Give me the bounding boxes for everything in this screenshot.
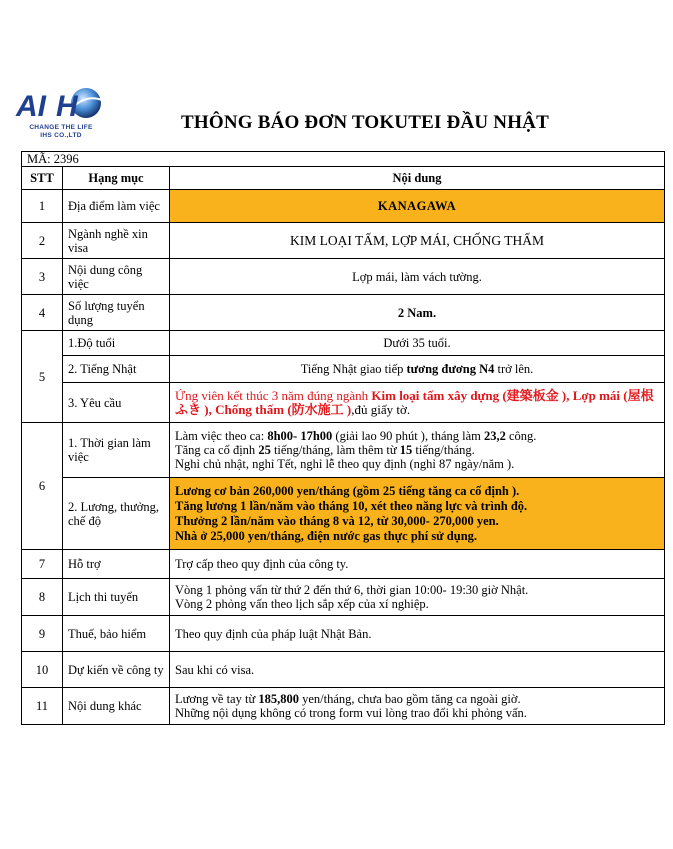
row-category: Hỗ trợ	[63, 550, 170, 579]
logo-tagline: CHANGE THE LIFE	[29, 124, 93, 131]
table-row	[22, 688, 665, 725]
interview-round-2: Vòng 2 phỏng vấn theo lịch sắp xếp của xí nghiệp.	[175, 597, 429, 611]
table-row	[22, 295, 665, 331]
japanese-value	[170, 356, 665, 383]
start-date-value: Sau khi có visa.	[170, 652, 665, 688]
shift-line: Làm việc theo ca: 8h00- 17h00 (giải lao 90 phút ), tháng làm 23,2 công.	[175, 429, 537, 443]
row-category: Địa điểm làm việc	[63, 190, 170, 223]
raise-line: Tăng lương 1 lần/năm vào tháng 10, xét theo năng lực và trình độ.	[175, 498, 528, 513]
interview-round-1: Vòng 1 phỏng vấn từ thứ 2 đến thứ 6, thời gian 10:00- 19:30 giờ Nhật.	[175, 583, 529, 597]
support-value: Trợ cấp theo quy định của công ty.	[170, 550, 665, 579]
logo-company-name: IHS CO.,LTD	[40, 132, 82, 139]
table-row	[22, 223, 665, 259]
row-category: Nội dung khác	[63, 688, 170, 725]
page-title: THÔNG BÁO ĐƠN TOKUTEI ĐẦU NHẬT	[181, 112, 549, 133]
net-salary-line: Lương về tay từ 185,800 yen/tháng, chưa bao gồm tăng ca ngoài giờ.	[175, 692, 521, 706]
work-time-label: 1. Thời gian làm việc	[63, 423, 170, 478]
row-number: 9	[22, 616, 63, 652]
row-number: 7	[22, 550, 63, 579]
svg-text:AI: AI	[16, 90, 46, 123]
job-code: MÃ: 2396	[22, 152, 665, 167]
table-row	[22, 190, 665, 223]
salary-label: 2. Lương, thưởng, chế độ	[63, 478, 170, 550]
bonus-line: Thưởng 2 lần/năm vào tháng 8 và 12, từ 30,000- 270,000 yen.	[175, 513, 499, 528]
row-number: 5	[22, 331, 63, 423]
japanese-text-end: trở lên.	[494, 362, 534, 376]
header-category: Hạng mục	[63, 167, 170, 190]
svg-text:H: H	[56, 90, 78, 123]
row-category: Ngành nghề xin visa	[63, 223, 170, 259]
row-number: 1	[22, 190, 63, 223]
table-row	[22, 259, 665, 295]
row-number: 3	[22, 259, 63, 295]
row-number: 8	[22, 579, 63, 616]
other-info	[170, 688, 665, 725]
table-row	[22, 550, 665, 579]
table-row	[22, 383, 665, 423]
row-number: 10	[22, 652, 63, 688]
table-row	[22, 579, 665, 616]
job-info-table	[21, 151, 665, 725]
overtime-line: Tăng ca cố định 25 tiếng/tháng, làm thêm từ 15 tiếng/tháng.	[175, 443, 475, 457]
housing-line: Nhà ở 25,000 yen/tháng, điện nước gas thực phí sử dụng.	[175, 528, 478, 543]
table-row	[22, 478, 665, 550]
work-time-value	[170, 423, 665, 478]
job-description: Lợp mái, làm vách tường.	[170, 259, 665, 295]
code-row	[22, 152, 665, 167]
row-category: Thuế, bảo hiểm	[63, 616, 170, 652]
table-row	[22, 331, 665, 356]
table-row	[22, 616, 665, 652]
salary-value	[170, 478, 665, 550]
row-number: 6	[22, 423, 63, 550]
row-category: Số lượng tuyển dụng	[63, 295, 170, 331]
age-label: 1.Độ tuổi	[63, 331, 170, 356]
japanese-level: tương đương N4	[406, 362, 495, 376]
headcount: 2 Nam.	[170, 295, 665, 331]
table-row	[22, 423, 665, 478]
work-location: KANAGAWA	[170, 190, 665, 223]
japanese-text: Tiếng Nhật giao tiếp	[300, 362, 407, 376]
base-salary-line: Lương cơ bản 260,000 yen/tháng (gồm 25 tiếng tăng ca cố định ).	[175, 483, 520, 498]
header-stt: STT	[22, 167, 63, 190]
row-number: 11	[22, 688, 63, 725]
japanese-label: 2. Tiếng Nhật	[63, 356, 170, 383]
row-category: Lịch thi tuyển	[63, 579, 170, 616]
requirement-value	[170, 383, 665, 423]
table-row	[22, 356, 665, 383]
row-number: 4	[22, 295, 63, 331]
holiday-line: Nghỉ chủ nhật, nghỉ Tết, nghỉ lễ theo quy định (nghỉ 87 ngày/năm ).	[175, 457, 515, 471]
requirement-label: 3. Yêu cầu	[63, 383, 170, 423]
row-category: Dự kiến về công ty	[63, 652, 170, 688]
requirement-text-end: ,đủ giấy tờ.	[351, 401, 411, 417]
note-line: Những nội dụng không có trong form vui lòng trao đổi khi phỏng vấn.	[175, 706, 527, 720]
header-content: Nội dung	[170, 167, 665, 190]
requirement-text: Ứng viên kết thúc 3 năm đúng ngành	[175, 387, 372, 403]
company-logo	[12, 86, 112, 146]
visa-field: KIM LOẠI TẤM, LỢP MÁI, CHỐNG THẤM	[170, 223, 665, 259]
globe-logo-icon	[12, 86, 112, 124]
requirement-fields: Kim loại tấm xây dựng (建築板金 ), Lợp mái (屋根ふき ), Chống thấm (防水施工 )	[175, 387, 654, 417]
interview-schedule	[170, 579, 665, 616]
tax-value: Theo quy định của pháp luật Nhật Bản.	[170, 616, 665, 652]
table-row	[22, 652, 665, 688]
row-number: 2	[22, 223, 63, 259]
age-value: Dưới 35 tuổi.	[170, 331, 665, 356]
header-row	[22, 167, 665, 190]
row-category: Nội dung công việc	[63, 259, 170, 295]
